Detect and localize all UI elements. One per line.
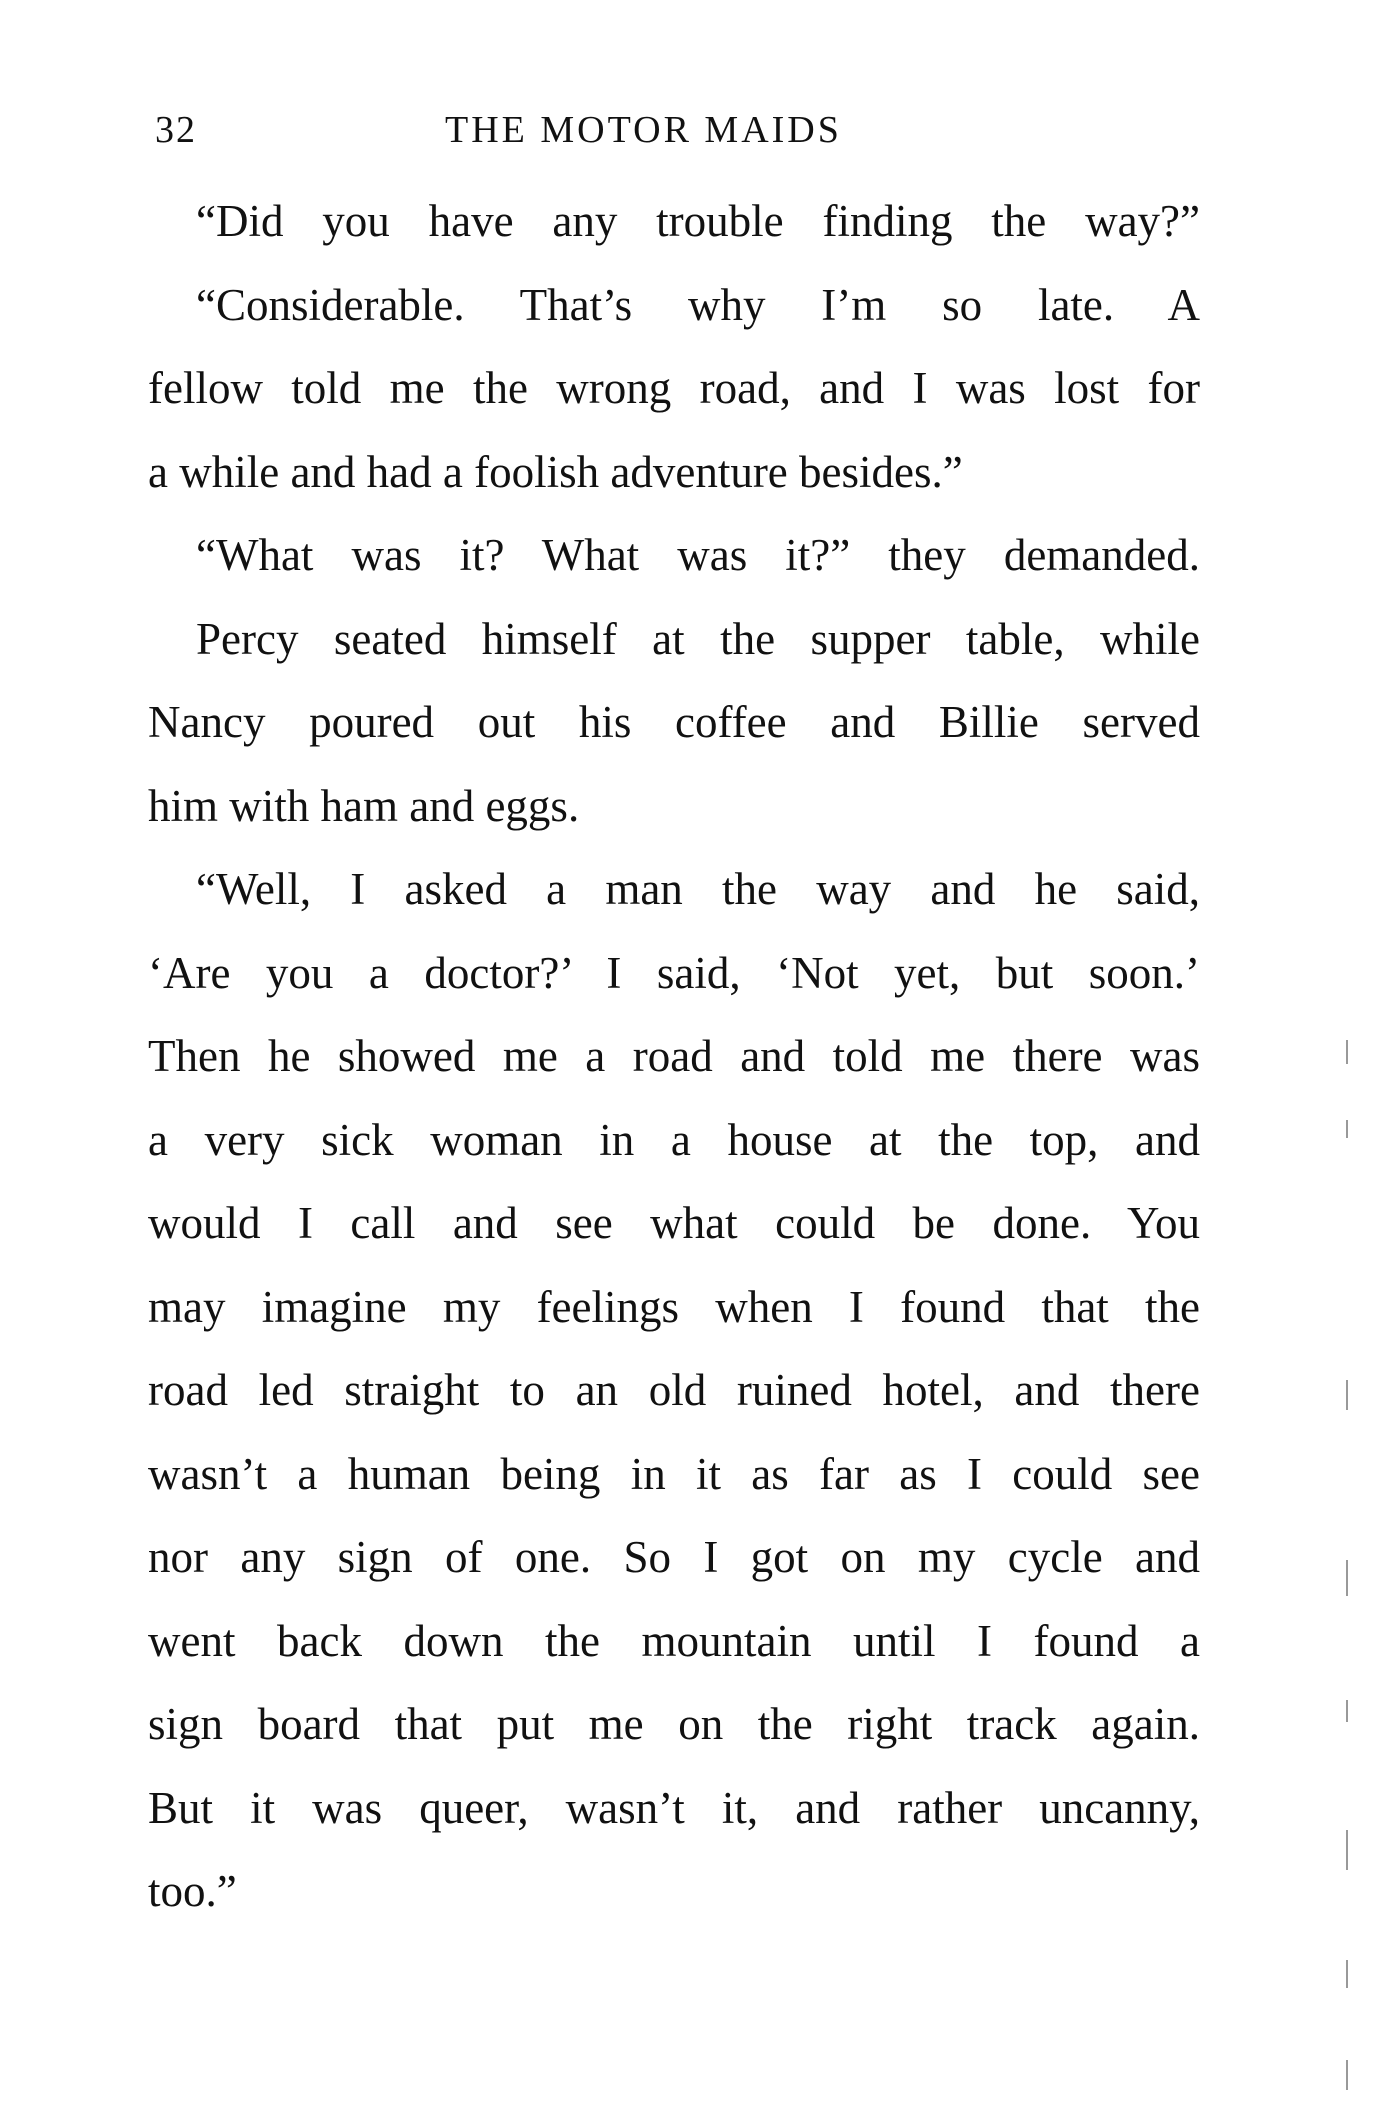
scan-edge-mark <box>1346 1380 1348 1410</box>
text-line: may imagine my feelings when I found that the <box>148 1281 1200 1332</box>
running-head <box>155 108 1200 158</box>
text-line: Percy seated himself at the supper table, while <box>196 613 1200 664</box>
text-line: “Did you have any trouble finding the way?” <box>196 196 1200 246</box>
running-title: THE MOTOR MAIDS <box>445 109 842 151</box>
text-line: Then he showed me a road and told me there was <box>148 1031 1200 1081</box>
text-line: a very sick woman in a house at the top, and <box>148 1114 1200 1165</box>
text-line: road led straight to an old ruined hotel, and there <box>148 1365 1200 1415</box>
text-line: fellow told me the wrong road, and I was lost for <box>148 363 1200 413</box>
text-line: “What was it? What was it?” they demanded. <box>196 530 1200 580</box>
text-line: nor any sign of one. So I got on my cycle and <box>148 1532 1200 1582</box>
text-line: But it was queer, wasn’t it, and rather uncanny, <box>148 1782 1200 1833</box>
text-line: a while and had a foolish adventure besides.” <box>148 446 963 497</box>
scan-edge-mark <box>1346 1830 1348 1870</box>
text-line: ‘Are you a doctor?’ I said, ‘Not yet, but soon.’ <box>148 947 1200 998</box>
body-text <box>148 180 1200 1934</box>
text-line: sign board that put me on the right track again. <box>148 1699 1200 1749</box>
text-line: “Considerable. That’s why I’m so late. A <box>196 279 1200 330</box>
text-line: him with ham and eggs. <box>148 780 580 831</box>
scan-edge-mark <box>1346 1040 1348 1064</box>
text-line: “Well, I asked a man the way and he said, <box>196 864 1200 914</box>
text-line: wasn’t a human being in it as far as I could see <box>148 1448 1200 1499</box>
text-line: went back down the mountain until I found a <box>148 1615 1200 1666</box>
scan-edge-mark <box>1346 1700 1348 1722</box>
text-line: too.” <box>148 1866 237 1916</box>
text-line: would I call and see what could be done. You <box>148 1198 1200 1248</box>
page-number: 32 <box>155 109 197 151</box>
scan-edge-mark <box>1346 1560 1348 1596</box>
scan-edge-mark <box>1346 1960 1348 1988</box>
scan-edge-mark <box>1346 1120 1348 1138</box>
scan-edge-mark <box>1346 2060 1348 2090</box>
text-line: Nancy poured out his coffee and Billie served <box>148 697 1200 747</box>
